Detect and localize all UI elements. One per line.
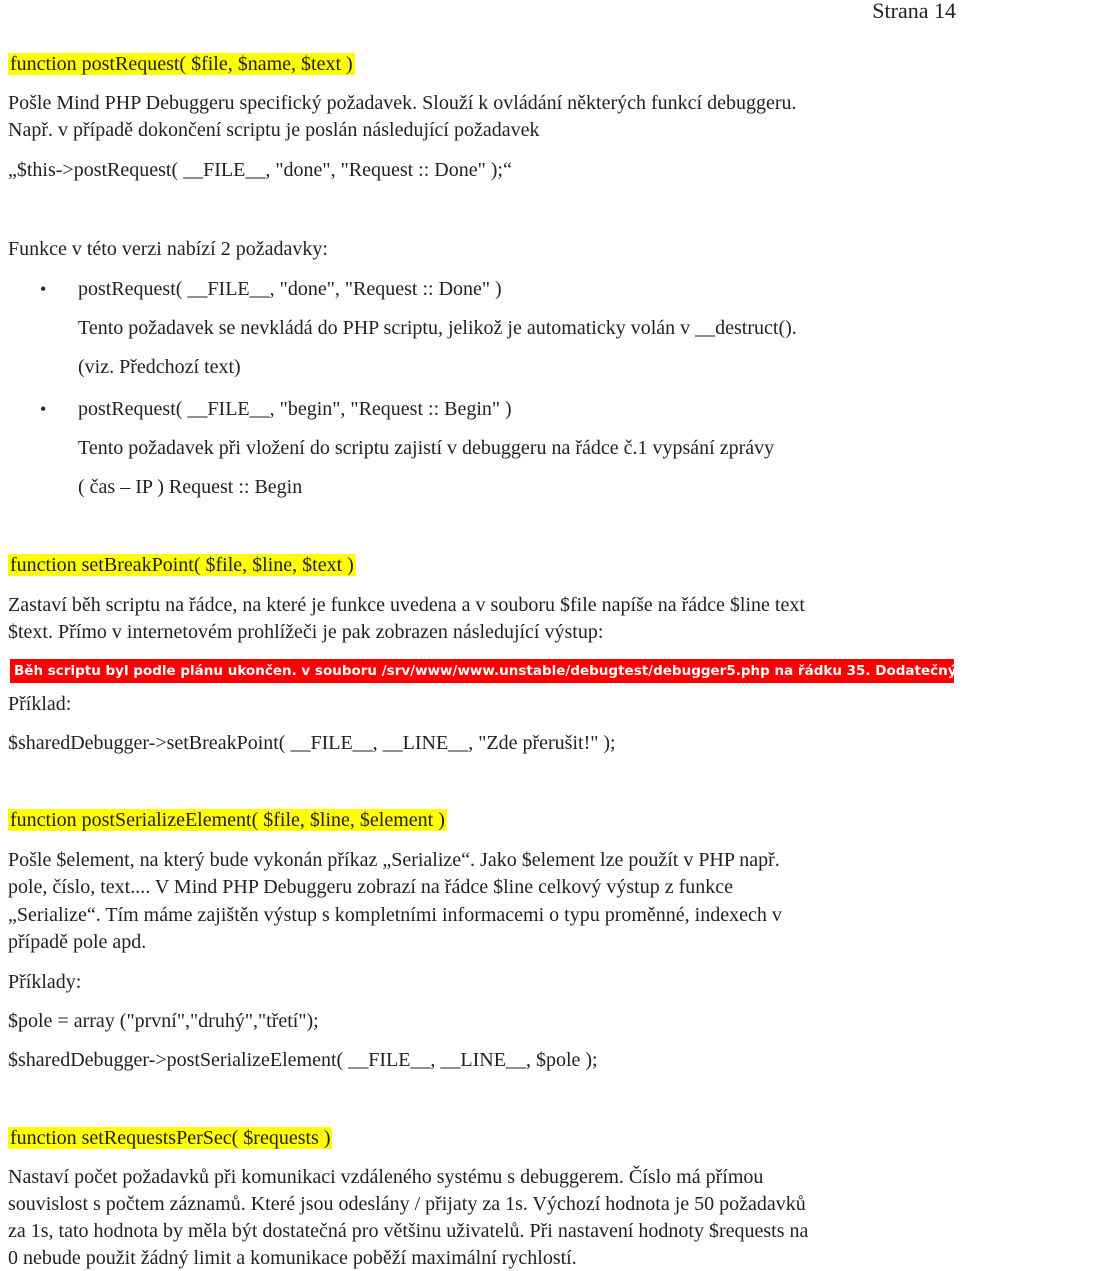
heading-setbreakpoint: [8, 553, 356, 577]
bullet-1-code: postRequest( __FILE__, "done", "Request :: Done" ): [78, 278, 502, 300]
postserialize-desc-line1: Pošle $element, na který bude vykonán příkaz „Serialize“. Jako $element lze použít v PHP např.: [8, 849, 780, 871]
bullet-2-code: postRequest( __FILE__, "begin", "Request :: Begin" ): [78, 398, 512, 420]
postrequest-desc-line1: Pošle Mind PHP Debuggeru specifický požadavek. Slouží k ovládání některých funkcí debuggeru.: [8, 92, 797, 114]
heading-postserialize-text: function postSerializeElement( $file, $line, $element ): [10, 809, 445, 831]
postrequest-desc-line2: Např. v případě dokončení scriptu je poslán následující požadavek: [8, 119, 540, 141]
bullet-1-desc1: Tento požadavek se nevkládá do PHP scriptu, jelikož je automaticky volán v __destruct().: [78, 317, 797, 339]
postserialize-desc-line2: pole, číslo, text.... V Mind PHP Debuggeru zobrazí na řádce $line celkový výstup z funkce: [8, 876, 734, 898]
postrequest-code-example: „$this->postRequest( __FILE__, "done", "Request :: Done" );“: [8, 159, 512, 181]
postserialize-examples-label: Příklady:: [8, 971, 82, 993]
heading-setbreakpoint-text: function setBreakPoint( $file, $line, $text ): [10, 554, 354, 576]
setbreakpoint-desc-line1: Zastaví běh scriptu na řádce, na které je funkce uvedena a v souboru $file napíše na řádce $line text: [8, 594, 805, 616]
heading-postserialize: [8, 808, 447, 832]
postserialize-desc-line4: případě pole apd.: [8, 931, 147, 953]
postserialize-desc-line3: „Serialize“. Tím máme zajištěn výstup s kompletními informacemi o typu proměnné, indexech v: [8, 904, 782, 926]
postrequest-intro: Funkce v této verzi nabízí 2 požadavky:: [8, 238, 328, 260]
bullet-icon: •: [40, 279, 47, 299]
postserialize-example2: $sharedDebugger->postSerializeElement( __FILE__, __LINE__, $pole );: [8, 1049, 598, 1071]
bullet-icon: •: [40, 399, 47, 419]
setbreakpoint-example-code: $sharedDebugger->setBreakPoint( __FILE__, __LINE__, "Zde přerušit!" );: [8, 732, 616, 754]
browser-output-screenshot: Běh scriptu byl podle plánu ukončen. v souboru /srv/www/www.unstable/debugtest/debugger5.php na řádku 35. Dodatečný text: Chyba v zadání: [10, 659, 954, 683]
bullet-1-desc2: (viz. Předchozí text): [78, 356, 241, 378]
setbreakpoint-example-label: Příklad:: [8, 693, 72, 715]
postserialize-example1: $pole = array ("první","druhý","třetí");: [8, 1010, 319, 1032]
setrequests-desc-line2: souvislost s počtem záznamů. Které jsou odeslány / přijaty za 1s. Výchozí hodnota je 50 požadavků: [8, 1193, 806, 1215]
setrequests-desc-line4: 0 nebude použit žádný limit a komunikace poběží maximální rychlostí.: [8, 1247, 577, 1269]
bullet-2-desc1: Tento požadavek při vložení do scriptu zajistí v debuggeru na řádce č.1 vypsání zprávy: [78, 437, 775, 459]
setrequests-desc-line3: za 1s, tato hodnota by měla být dostatečná pro většinu uživatelů. Při nastavení hodnoty $requests na: [8, 1220, 809, 1242]
setbreakpoint-desc-line2: $text. Přímo v internetovém prohlížeči je pak zobrazen následující výstup:: [8, 621, 604, 643]
setrequests-desc-line1: Nastaví počet požadavků při komunikaci vzdáleného systému s debuggerem. Číslo má přímou: [8, 1166, 764, 1188]
heading-postrequest-text: function postRequest( $file, $name, $text ): [10, 53, 353, 75]
heading-setrequests: [8, 1126, 332, 1150]
bullet-2-desc2: ( čas – IP ) Request :: Begin: [78, 476, 303, 498]
heading-postrequest: [8, 52, 355, 76]
heading-setrequests-text: function setRequestsPerSec( $requests ): [10, 1127, 331, 1149]
page-number: Strana 14: [872, 0, 956, 23]
